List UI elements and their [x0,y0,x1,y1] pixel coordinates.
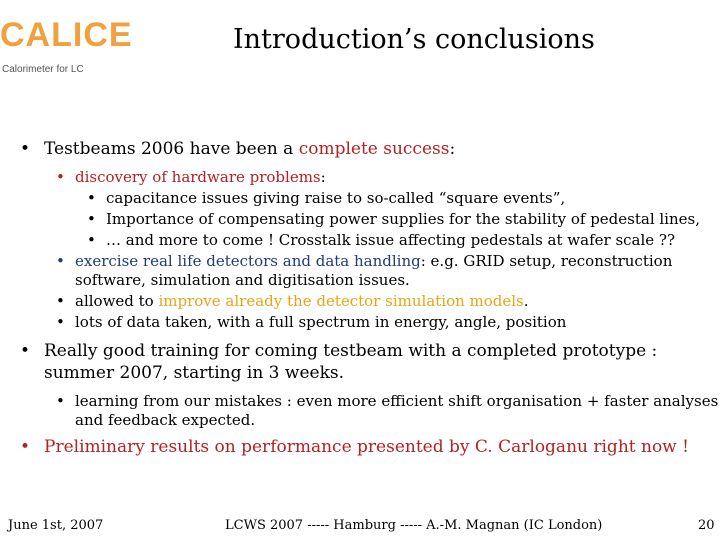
bullet-testbeams: • Testbeams 2006 have been a complete success: [20,139,456,159]
subbullet-discovery: • discovery of hardware problems: [56,168,326,186]
bullet-icon: • [56,252,65,270]
footer-page-number: 20 [698,518,715,533]
bullet-icon: • [56,292,65,310]
complete-success-text: complete success [298,139,450,159]
bullet-icon: • [20,139,31,159]
bullet-icon: • [87,231,96,249]
discovery-item: • capacitance issues giving raise to so-called “square events”, [87,189,566,207]
bullet-preliminary: • Preliminary results on performance presented by C. Carloganu right now ! [20,437,689,457]
slide-content [0,138,720,466]
bullet-icon: • [56,168,65,186]
logo-subtitle: Calorimeter for LC [2,64,84,75]
footer-center: LCWS 2007 ----- Hamburg ----- A.-M. Magnan (IC London) [225,518,603,533]
bullet-training: • Really good training for coming testbeam with a completed prototype : summer 2007, starting in 3 weeks. [20,341,658,383]
bullet-icon: • [56,392,65,410]
subbullet-exercise: • exercise real life detectors and data handling: e.g. GRID setup, reconstruction software, simulation and digitisation issues. [56,252,673,289]
discovery-item: • … and more to come ! Crosstalk issue affecting pedestals at wafer scale ?? [87,231,676,249]
subbullet-lots: • lots of data taken, with a full spectrum in energy, angle, position [56,313,567,331]
logo-text: CALICE [0,16,133,54]
slide-title: Introduction’s conclusions [233,24,595,55]
subbullet-allowed: • allowed to improve already the detector simulation models. [56,292,529,310]
bullet-icon: • [20,341,31,361]
discovery-item: • Importance of compensating power supplies for the stability of pedestal lines, [87,210,700,228]
footer-date: June 1st, 2007 [8,518,104,533]
bullet-icon: • [87,210,96,228]
bullet-icon: • [56,313,65,331]
calice-logo [0,8,133,80]
subbullet-learning: • learning from our mistakes : even more efficient shift organisation + faster analyses and feedback expected. [56,392,719,429]
bullet-icon: • [20,437,31,457]
bullet-icon: • [87,189,96,207]
